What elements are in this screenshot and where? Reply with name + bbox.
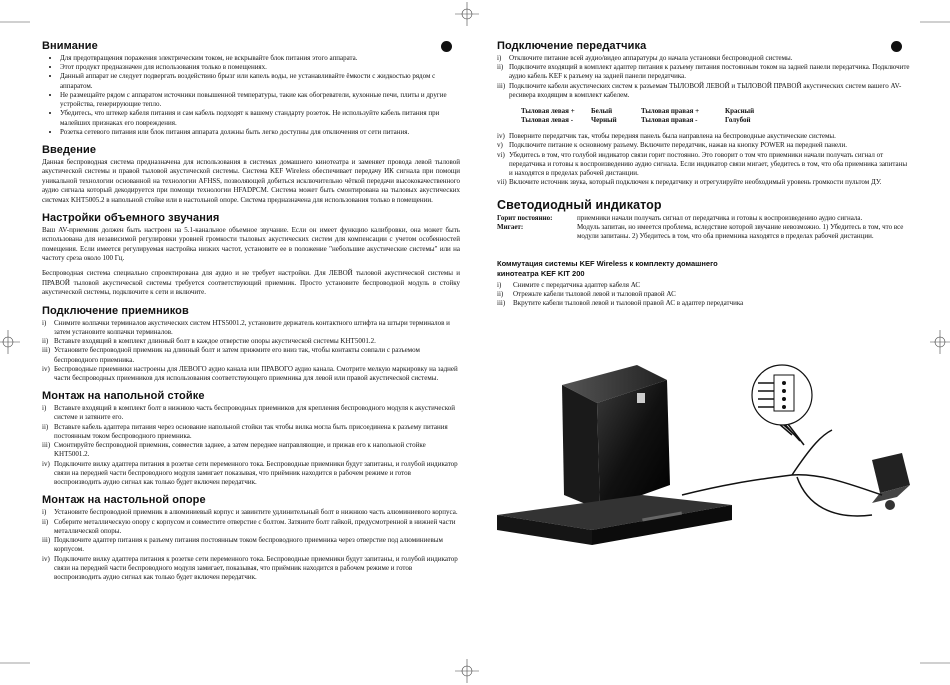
kit-section <box>497 259 912 308</box>
list-item: iii) Вкрутите кабели тыловой левой и тыловой правой АС в адаптер передатчика <box>497 299 744 308</box>
right-column <box>497 40 912 315</box>
desk-section <box>42 494 460 582</box>
list-item: v) Подключите питание к основному разъему. Включите передатчик, нажав на кнопку POWER на передней панели. <box>497 141 848 150</box>
floor-section <box>42 390 460 487</box>
desk-title: Монтаж на настольной опоре <box>42 494 206 507</box>
floor-steps <box>42 404 460 487</box>
connector-detail <box>752 365 812 425</box>
surround-text-2: Беспроводная система специально спроектирована для аудио и не требует настройки. Для ЛЕВОЙ тыловой акустической системы и ПРАВОЙ тыловой акустической системы требуется соответствующий приемник. Просто установите беспроводной модуль в стойку акустической системы, подключите к сети и включите. <box>42 269 460 297</box>
list-item: vii) Включите источник звука, который подключен к передатчику и отрегулируйте необходимый уровень громкости пультом ДУ. <box>497 178 882 187</box>
av-receiver <box>497 495 732 545</box>
transmitter-steps-b <box>497 132 912 187</box>
led-table <box>497 214 912 242</box>
table-cell: Белый <box>591 107 613 116</box>
left-column <box>42 40 460 589</box>
led-value: приемники начали получать сигнал от передатчика и готовы к воспроизведению аудио сигнала. <box>577 213 863 222</box>
table-cell: Черный <box>591 116 617 125</box>
wire-color-table <box>521 107 912 124</box>
list-item: iii) Подключите адаптер питания к разъему питания постоянным током беспроводного приемника через отверстие под алюминиевым корпусом. <box>42 536 443 554</box>
list-item: • Убедитесь, что штекер кабеля питания и сам кабель подходят к вашему стандарту розеток. Не используйте кабель питания при малейших признаках его повреждения. <box>60 109 460 127</box>
receivers-title: Подключение приемников <box>42 304 189 317</box>
table-cell: Голубой <box>725 116 751 125</box>
warning-title: Внимание <box>42 40 98 52</box>
intro-text: Данная беспроводная система предназначена для использования в системах домашнего кинотеатра и заменяет провода левой тыловой акустической системы и правой тыловой акустической системы. Система KEF Wireless обеспечивает передачу ИК сигнала при помощи уникальной технологии основанной на технологии AFHSS, позволяющей добиться исключительно чёткой передачи высококачественного аудио сигнала который декодируется при помощи технологии HFADPCM. Система может быть смонтирована на тыловых акустических системах KHT5005.2 в напольной стойке или в настольной опоре. Система предназначена для использования только в помещении. <box>42 158 460 204</box>
warning-section <box>42 40 460 137</box>
surround-text-1: Ваш AV-приемник должен быть настроен на 5.1-канальное объемное звучание. Если он имеет функцию калибровки, она может быть использована для независимой регулировки уровней громкости тыловых акустических систем для компенсации с учетом особенностей помещения. Если имеется регулируемая настройка низких частот, установите ее в положение "небольшие акустические системы" или на частоту среза около 100 Гц. <box>42 225 460 263</box>
list-item: ii) Вставьте входящий в комплект длинный болт в каждое отверстие опоры акустической системы KHT5001.2. <box>42 337 376 346</box>
receivers-section <box>42 305 460 384</box>
surround-section <box>42 212 460 298</box>
list-item: iv) Подключите вилку адаптера питания к розетке сети переменного тока. Беспроводные приемники будут запитаны, и голубой индикатор связи на передней части беспроводного модуля замигает, показывая, что приёмник находится в рабочем режиме и готов воспроизводить аудио сигнал как только будет включен передатчик. <box>42 554 458 581</box>
list-item: iv) Подключите вилку адаптера питания в розетке сети переменного тока. Беспроводные приемники будут запитаны, и голубой индикатор связи на передней части беспроводного модуля замигает показывая, что приёмник находится в рабочем режиме и готов воспроизводить аудио сигнал как только будет включен передатчик. <box>42 459 458 487</box>
warning-list <box>42 54 460 137</box>
kit-steps <box>497 281 912 309</box>
list-item: ii) Вставьте кабель адаптера питания через основание напольной стойки так чтобы вилка могла быть присоединена к разъему питания постоянным током беспроводного приемника. <box>42 422 448 440</box>
list-item: iii) Смонтируйте беспроводной приемник, совместив заднее, а затем переднее направляющие, и прижав его к напольной стойке KHT5001.2. <box>42 441 426 459</box>
list-item: iv) Беспроводные приемники настроены для ЛЕВОГО аудио канала или ПРАВОГО аудио канала. Смотрите мелкую маркировку на задней части беспроводных приемников для использования соответствующего приемника для левой или правой акустической системы. <box>42 364 458 383</box>
intro-title: Введение <box>42 144 97 157</box>
list-item: i) Вставьте входящий в комплект болт в нижнюю часть беспроводных приемников для крепления беспроводного модуля к акустической системе и затяните его. <box>42 404 456 422</box>
list-item: i) Установите беспроводной приемник в алюминиевый корпус и завинтите удлинительный болт в нижнюю часть алюминиевого корпуса. <box>42 508 458 517</box>
led-key: Мигает: <box>497 222 524 231</box>
list-item: • Этот продукт предназначен для использования только в помещениях. <box>60 63 460 72</box>
list-item: iii) Подключите кабели акустических систем к разъемам ТЫЛОВОЙ ЛЕВОЙ и ТЫЛОВОЙ ПРАВОЙ акустических систем вашего AV-ресивера входящим в комплект кабелем. <box>497 81 902 99</box>
led-title: Светодиодный индикатор <box>497 197 662 212</box>
led-key: Горит постоянно: <box>497 213 553 222</box>
surround-title: Настройки объемного звучания <box>42 211 220 224</box>
list-item: • Розетка сетевого питания или блок питания аппарата должны быть легко доступны для отключения от сети питания. <box>60 128 460 137</box>
desk-steps <box>42 508 460 582</box>
led-section <box>497 198 912 242</box>
list-item: i) Снимите с передатчика адаптер кабеля АС <box>497 280 641 289</box>
list-item: ii) Отрежьте кабели тыловой левой и тыловой правой АС <box>497 290 676 299</box>
floor-title: Монтаж на напольной стойке <box>42 390 205 403</box>
list-item: • Не размещайте рядом с аппаратом источники повышенной температуры, такие как обогреватели, кухонные печи, плиты и другие устройства, генерирующие тепло. <box>60 91 460 109</box>
list-item: vi) Убедитесь в том, что голубой индикатор связи горит постоянно. Это говорит о том что приемники начали получать сигнал от передатчика и готовы к воспроизведению аудио сигнала. Если индикатор связи мигает, убедитесь в том, что оба приемника запитаны и находятся в пределах рабочей дистанции. <box>497 150 908 178</box>
subwoofer <box>562 365 670 510</box>
list-item: • Данный аппарат не следует подвергать воздействию брызг или капель воды, не устанавливайте ёмкости с жидкостью рядом с аппаратом. <box>60 72 460 90</box>
table-cell: Тыловая левая + <box>521 107 575 116</box>
transmitter-section <box>497 40 912 188</box>
intro-section <box>42 144 460 205</box>
transmitter-steps-a <box>497 54 912 100</box>
transmitter-title: Подключение передатчика <box>497 40 647 52</box>
transmitter-unit <box>872 453 910 510</box>
list-item: iv) Поверните передатчик так, чтобы передняя панель была направлена на беспроводные акустические системы. <box>497 132 836 141</box>
table-cell: Тыловая правая - <box>641 116 698 125</box>
receivers-steps <box>42 319 460 384</box>
list-item: ii) Подключите входящий в комплект адаптер питания к разъему питания постоянным током на задней панели передатчика. Подключите аудио кабель KEF к разъему на задней панели передатчика. <box>497 63 910 81</box>
led-value: Модуль запитан, но имеется проблема, вследствие которой звучание невозможно. 1) Убедитесь в том, что все модули запитаны. 2) Убедитесь в том, что оба приемника находятся в пределах рабочей дистанции. <box>577 222 904 241</box>
table-cell: Тыловая левая - <box>521 116 574 125</box>
list-item: iii) Установите беспроводной приемник на длинный болт и затем прижмите его вниз так, чтобы контакты совпали с разъемом беспроводного приемника. <box>42 346 420 364</box>
list-item: i) Снимите колпачки терминалов акустических систем HTS5001.2, установите держатель контактного штифта на штыри терминалов и затем установите колпачки терминалов. <box>42 318 450 336</box>
list-item: i) Отключите питание всей аудио/видео аппаратуры до начала установки беспроводной системы. <box>497 54 793 62</box>
table-cell: Красный <box>725 107 755 116</box>
list-item: ii) Соберите металлическую опору с корпусом и совместите отверстие с болтом. Затяните болт гайкой, предусмотренной в нижней части металлической опоры. <box>42 517 456 535</box>
list-item: • Для предотвращения поражения электрическим током, не вскрывайте блок питания этого аппарата. <box>60 54 460 63</box>
table-cell: Тыловая правая + <box>641 107 700 116</box>
system-illustration <box>492 335 922 545</box>
kit-title: Коммутация системы KEF Wireless к комплекту домашнего кинотеатра KEF KIT 200 <box>497 259 718 279</box>
